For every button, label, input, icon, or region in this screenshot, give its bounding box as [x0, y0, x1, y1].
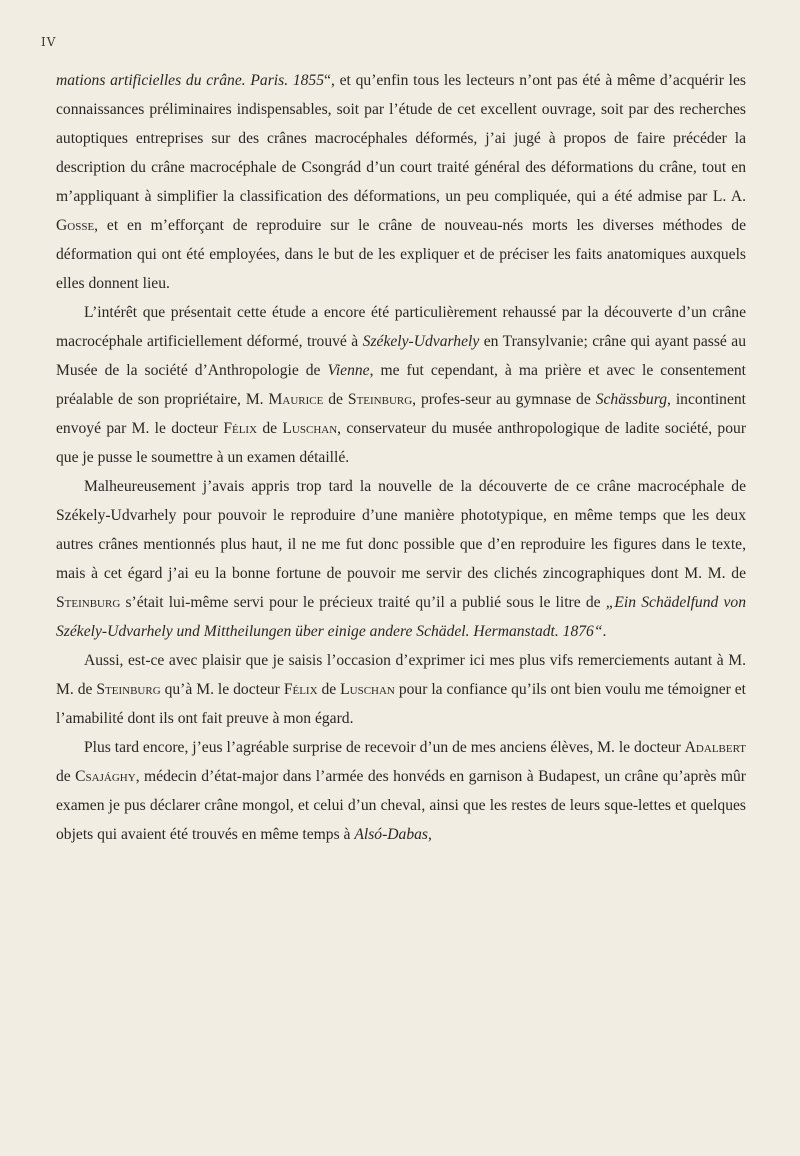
- person-name: Csajághy: [75, 768, 136, 785]
- text-run: , incontinent envoyé par M. le docteur: [56, 391, 747, 437]
- text-run: ,: [428, 826, 432, 843]
- paragraph-3: [56, 472, 746, 646]
- place-name: Székely-Udvarhely: [362, 333, 480, 350]
- paragraph-1: [56, 66, 746, 298]
- text-run: qu’à M. le docteur: [160, 681, 284, 698]
- text-run: , profes-seur au gymnase de: [412, 391, 596, 408]
- person-name: Adalbert: [684, 739, 746, 756]
- body-text: [56, 66, 746, 849]
- italic-title: „Ein Schädelfund von Székely-Udvarhely und Mittheilungen über einige andere Schädel. Hermanstadt. 1876“: [56, 594, 747, 640]
- text-run: Malheureusement j’avais appris trop tard la nouvelle de la découverte de ce crâne macrocéphale de Székely-Udvarhely pour pouvoir le reproduire d’une manière phototypique, en même temps que les deux autres crânes mentionnés plus haut, il ne me fut donc possible que d’en reproduire les figures dans le texte, mais à cet égard j’ai eu la bonne fortune de pouvoir me servir des clichés zincographiques dont M. M. de: [56, 478, 746, 582]
- person-name: Steinburg: [96, 681, 161, 698]
- paragraph-5: [56, 733, 746, 849]
- text-run: , conservateur du musée anthropologique de ladite société, pour que je pusse le soumettre à un examen détaillé.: [56, 420, 747, 466]
- italic-title: mations artificielles du crâne. Paris. 1855: [56, 72, 325, 89]
- author-name: Gosse: [56, 217, 95, 234]
- text-run: “, et qu’enfin tous les lecteurs n’ont pas été à même d’acquérir les connaissances préliminaires indispensables, soit par l’étude de cet excellent ouvrage, soit par des recherches autoptiques entreprises sur des crânes macrocéphales déformés, j’ai jugé à propos de faire précéder la description du crâne macrocéphale de Csongrád d’un court traité général des déformations du crâne, tout en m’appliquant à simplifier la classification des déformations, un peu compliquée, qui a été admise par L. A.: [56, 72, 746, 205]
- person-name: Félix: [283, 681, 318, 698]
- text-run: L’intérêt que présentait cette étude a encore été particulièrement rehaussé par la découverte d’un crâne macrocéphale artificiellement déformé, trouvé à: [56, 304, 746, 350]
- person-name: Steinburg: [347, 391, 413, 408]
- place-name: Alsó-Dabas: [354, 826, 428, 843]
- text-run: , médecin d’état-major dans l’armée des honvéds en garnison à Budapest, un crâne qu’après mûr examen je pus déclarer crâne mongol, et celui d’un cheval, ainsi que les restes de leurs sque-lettes et quelques objets qui avaient été trouvés en même temps à: [56, 768, 746, 843]
- text-run: pour la confiance qu’ils ont bien voulu me témoigner et l’amabilité dont ils ont fait preuve à mon égard.: [56, 681, 747, 727]
- text-run: .: [602, 623, 607, 640]
- person-name: Félix: [223, 420, 258, 437]
- text-run: de: [257, 420, 283, 437]
- text-run: de: [323, 391, 348, 408]
- person-name: Maurice: [268, 391, 324, 408]
- text-run: en Transylvanie; crâne qui ayant passé au Musée de la société d’Anthropologie de: [56, 333, 746, 379]
- place-name: Schässburg: [595, 391, 668, 408]
- person-name: Steinburg: [56, 594, 121, 611]
- person-name: Luschan: [340, 681, 395, 698]
- text-run: , me fut cependant, à ma prière et avec le consentement préalable de son propriétaire, M.: [56, 362, 747, 408]
- page-number: IV: [41, 35, 57, 49]
- text-run: Aussi, est-ce avec plaisir que je saisis l’occasion d’exprimer ici mes plus vifs remerciements autant à M. M. de: [56, 652, 746, 698]
- place-name: Vienne: [327, 362, 370, 379]
- text-run: Plus tard encore, j’eus l’agréable surprise de recevoir d’un de mes anciens élèves, M. le docteur: [84, 739, 685, 756]
- text-run: s’était lui-même servi pour le précieux traité qu’il a publié sous le litre de: [120, 594, 606, 611]
- paragraph-2: [56, 298, 746, 472]
- text-run: de: [56, 768, 76, 785]
- text-run: de: [317, 681, 341, 698]
- paragraph-4: [56, 646, 746, 733]
- text-run: , et en m’efforçant de reproduire sur le crâne de nouveau-nés morts les diverses méthodes de déformation qui ont été employées, dans le but de les expliquer et de préciser les faits anatomiques auxquels elles donnent lieu.: [56, 217, 746, 292]
- person-name: Luschan: [282, 420, 338, 437]
